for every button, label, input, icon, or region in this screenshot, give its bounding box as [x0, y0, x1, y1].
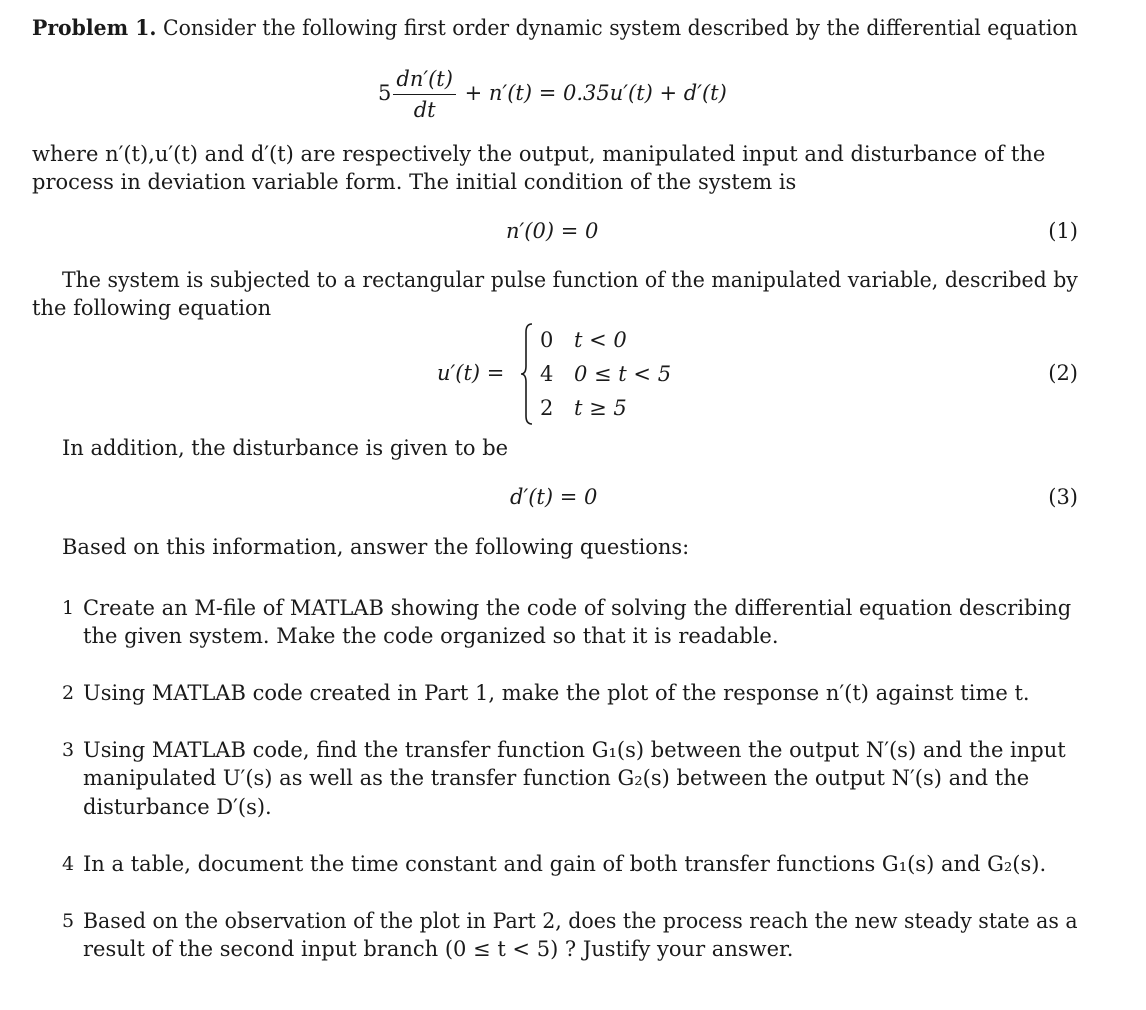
ode-equation: [378, 62, 727, 124]
question-3-line-3: disturbance D′(s).: [83, 795, 272, 819]
question-5-line-2: result of the second input branch (0 ≤ t < 5) ? Justify your answer.: [83, 937, 794, 961]
question-number: 4: [62, 853, 75, 875]
ode-coefficient: 5: [378, 81, 392, 105]
question-2-line-1: Using MATLAB code created in Part 1, make the plot of the response n′(t) against time t.: [83, 681, 1030, 705]
question-number: 2: [62, 682, 75, 704]
piecewise-condition: 0 ≤ t < 5: [574, 362, 672, 386]
left-brace-icon: [520, 322, 534, 426]
ode-numerator: dn′(t): [393, 66, 456, 95]
where-line-1: where n′(t),u′(t) and d′(t) are respectively the output, manipulated input and disturbance of the: [32, 142, 1046, 166]
question-1-line-2: the given system. Make the code organized so that it is readable.: [83, 624, 779, 648]
disturbance-intro: In addition, the disturbance is given to be: [62, 436, 509, 460]
question-1-line-1: Create an M-file of MATLAB showing the code of solving the differential equation describing: [83, 596, 1072, 620]
problem-intro-line: [32, 14, 1078, 42]
question-3-line-2: manipulated U′(s) as well as the transfer function G₂(s) between the output N′(s) and the: [83, 766, 1030, 790]
question-3-line-1: Using MATLAB code, find the transfer function G₁(s) between the output N′(s) and the input: [83, 738, 1066, 762]
input-lhs: u′(t) =: [437, 361, 505, 385]
question-number: 3: [62, 739, 75, 761]
pulse-line-2: the following equation: [32, 296, 272, 320]
piecewise-value: 4: [540, 362, 554, 386]
question-4-line-1: In a table, document the time constant and gain of both transfer functions G₁(s) and G₂(s).: [83, 852, 1047, 876]
piecewise-row-3: [540, 394, 627, 422]
initial-condition: n′(0) = 0: [506, 219, 599, 243]
piecewise-row-1: [540, 326, 627, 354]
ode-rhs: + n′(t) = 0.35u′(t) + d′(t): [464, 81, 727, 105]
piecewise-condition: t < 0: [574, 328, 627, 352]
piecewise-value: 2: [540, 396, 554, 420]
equation-number-1: (1): [1048, 219, 1078, 243]
equation-number-2: (2): [1048, 361, 1078, 385]
disturbance-equation: d′(t) = 0: [510, 485, 598, 509]
piecewise-definition: [520, 322, 690, 426]
ode-denominator: dt: [413, 98, 436, 122]
question-5-line-1: Based on the observation of the plot in Part 2, does the process reach the new steady state as a: [83, 909, 1078, 933]
problem-intro: Consider the following first order dynamic system described by the differential equation: [163, 16, 1078, 40]
where-line-2: process in deviation variable form. The initial condition of the system is: [32, 170, 797, 194]
piecewise-value: 0: [540, 328, 554, 352]
ode-fraction: [393, 66, 456, 123]
question-number: 5: [62, 910, 75, 932]
question-number: 1: [62, 597, 75, 619]
piecewise-row-2: [540, 360, 671, 388]
questions-intro: Based on this information, answer the following questions:: [62, 535, 690, 559]
equation-number-3: (3): [1048, 485, 1078, 509]
pulse-line-1: The system is subjected to a rectangular pulse function of the manipulated variable, described by: [62, 268, 1078, 292]
problem-label: Problem 1.: [32, 15, 157, 40]
piecewise-condition: t ≥ 5: [574, 396, 627, 420]
